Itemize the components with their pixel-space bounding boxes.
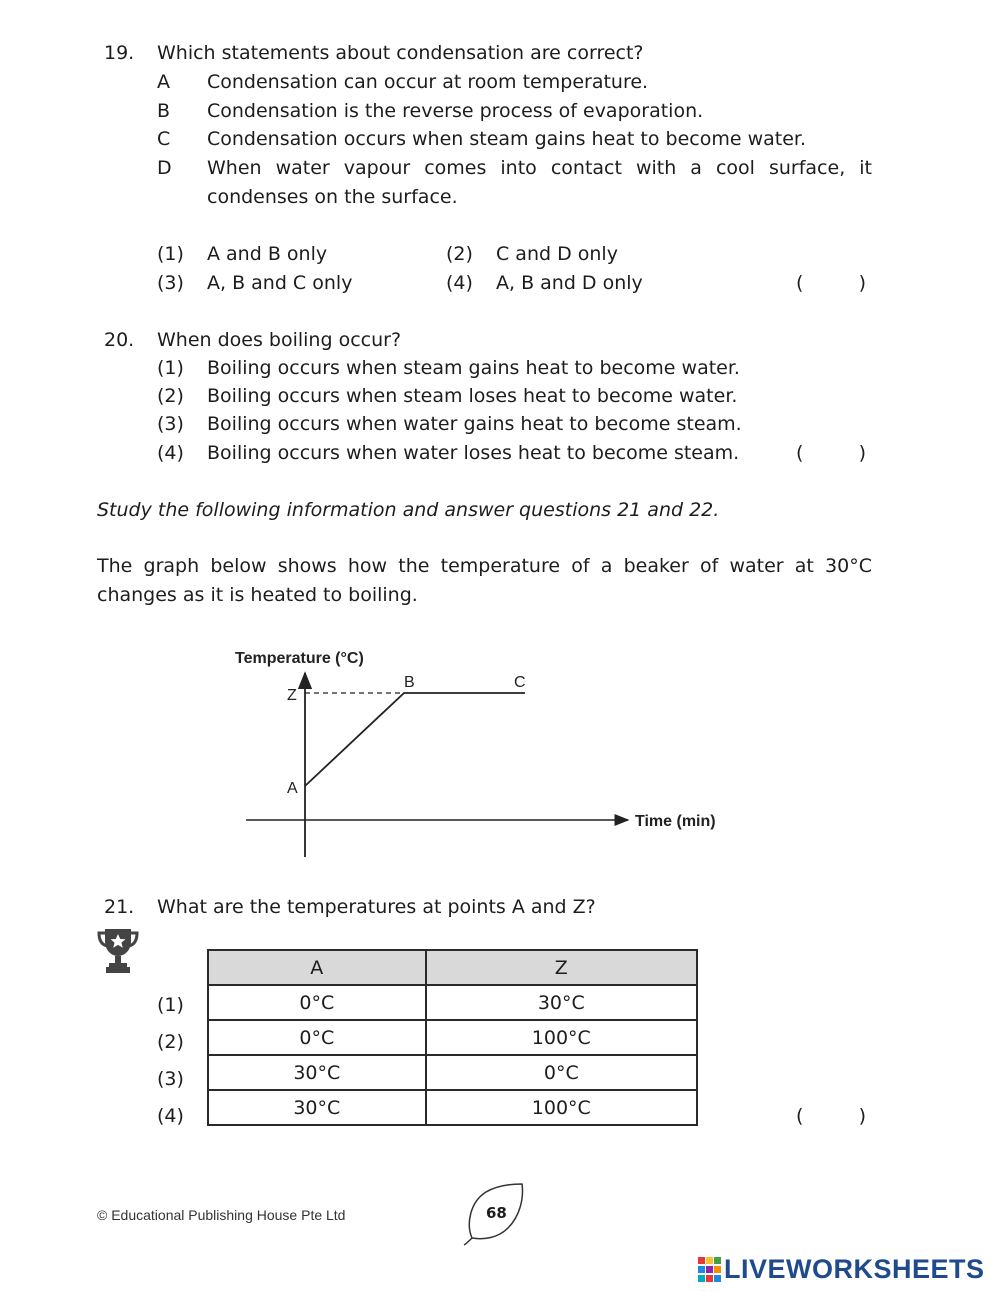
instruction: Study the following information and answer questions 21 and 22.	[97, 499, 720, 521]
q19-option-text: A and B only	[207, 243, 328, 265]
table-cell-a: 0°C	[208, 1020, 426, 1055]
brand-logo-text: LIVEWORKSHEETS	[724, 1254, 985, 1284]
table-row	[208, 1055, 697, 1090]
temperature-series-line	[305, 693, 525, 786]
q20-option-num: (4)	[157, 442, 184, 464]
x-axis-label: Time (min)	[635, 813, 716, 830]
q19-question: Which statements about condensation are correct?	[157, 42, 644, 64]
q21-question: What are the temperatures at points A and Z?	[157, 896, 596, 918]
q19-option-text: C and D only	[496, 243, 618, 265]
table-row	[208, 985, 697, 1020]
table-row	[208, 1090, 697, 1125]
table-row	[208, 1020, 697, 1055]
q20-option-text: Boiling occurs when steam loses heat to become water.	[207, 385, 738, 407]
table-cell-a: 30°C	[208, 1090, 426, 1125]
table-cell-z: 100°C	[426, 1090, 697, 1125]
q21-option-num: (4)	[157, 1105, 184, 1127]
q20-number: 20.	[104, 329, 135, 351]
q19-option-num: (1)	[157, 243, 184, 265]
q21-number: 21.	[104, 896, 135, 918]
table-header-z: Z	[426, 950, 697, 985]
q19-statement-text: Condensation occurs when steam gains heat to become water.	[207, 128, 807, 150]
q20-option-text: Boiling occurs when water gains heat to become steam.	[207, 413, 742, 435]
q21-answer-bracket[interactable]	[796, 1105, 866, 1127]
y-tick-label-z: Z	[287, 687, 297, 704]
q19-number: 19.	[104, 42, 135, 64]
bracket-open: (	[796, 272, 804, 294]
trophy-icon	[96, 926, 140, 974]
q21-option-num: (1)	[157, 994, 184, 1016]
q19-option-num: (2)	[446, 243, 473, 265]
copyright: © Educational Publishing House Pte Ltd	[97, 1207, 346, 1223]
q19-statement-text: Condensation can occur at room temperature.	[207, 71, 649, 93]
intro-line: The graph below shows how the temperature of a beaker of water at 30°C	[97, 555, 872, 577]
table-header-a: A	[208, 950, 426, 985]
bracket-close: )	[858, 1105, 866, 1127]
table-cell-a: 30°C	[208, 1055, 426, 1090]
page-number: 68	[486, 1204, 507, 1222]
liveworksheets-logo-icon	[697, 1256, 723, 1284]
q19-option-num: (3)	[157, 272, 184, 294]
q19-statement-text: Condensation is the reverse process of evaporation.	[207, 100, 704, 122]
q20-option-text: Boiling occurs when water loses heat to become steam.	[207, 442, 740, 464]
q20-option-text: Boiling occurs when steam gains heat to become water.	[207, 357, 740, 379]
bracket-close: )	[858, 272, 866, 294]
y-axis-label: Temperature (°C)	[235, 650, 364, 667]
q20-option-num: (3)	[157, 413, 184, 435]
point-label-a: A	[287, 780, 298, 797]
bracket-open: (	[796, 442, 804, 464]
q19-option-text: A, B and C only	[207, 272, 353, 294]
table-cell-z: 0°C	[426, 1055, 697, 1090]
q20-option-num: (1)	[157, 357, 184, 379]
q21-answer-table	[207, 949, 698, 1126]
q19-option-num: (4)	[446, 272, 473, 294]
q19-statement-text-cont: condenses on the surface.	[207, 186, 458, 208]
table-cell-z: 30°C	[426, 985, 697, 1020]
q21-option-num: (3)	[157, 1068, 184, 1090]
q19-statement-text: When water vapour comes into contact with a cool surface, it	[207, 157, 872, 179]
q20-question: When does boiling occur?	[157, 329, 402, 351]
bracket-close: )	[858, 442, 866, 464]
intro-line: changes as it is heated to boiling.	[97, 584, 418, 606]
bracket-open: (	[796, 1105, 804, 1127]
point-label-b: B	[404, 674, 415, 691]
q19-option-text: A, B and D only	[496, 272, 643, 294]
point-label-c: C	[514, 674, 526, 691]
q19-statement-letter: D	[157, 157, 172, 179]
table-cell-z: 100°C	[426, 1020, 697, 1055]
q21-option-num: (2)	[157, 1031, 184, 1053]
q19-statement-letter: A	[157, 71, 170, 93]
table-cell-a: 0°C	[208, 985, 426, 1020]
q20-option-num: (2)	[157, 385, 184, 407]
q19-statement-letter: C	[157, 128, 171, 150]
q19-statement-letter: B	[157, 100, 171, 122]
